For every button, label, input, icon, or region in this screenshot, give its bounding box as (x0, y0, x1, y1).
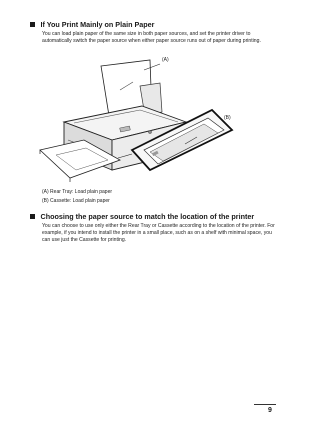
square-bullet-icon (30, 214, 35, 219)
section-body-paper-source: You can choose to use only either the Rear Tray or Cassette according to the location of the printer. For example, if you intend to install the printer in a small place, such as on a shelf with minimal space, you can use just the Cassette for printing. (42, 223, 275, 244)
figure-caption-a: (A) Rear Tray: Load plain paper (42, 189, 113, 195)
page-number: 9 (268, 407, 272, 414)
section-heading-paper-source (30, 212, 254, 221)
figure-caption-b: (B) Cassette: Load plain paper (42, 198, 110, 204)
footer-rule (254, 404, 276, 405)
callout-b: (B) (224, 115, 231, 121)
section-heading-text: Choosing the paper source to match the location of the printer (40, 212, 255, 221)
section-heading-text: If You Print Mainly on Plain Paper (40, 20, 155, 29)
section-body-plain-paper: You can load plain paper of the same size in both paper sources, and set the printer driver to automatically switch the paper source when either paper source runs out of paper during printing. (42, 31, 261, 45)
callout-a: (A) (162, 57, 169, 63)
